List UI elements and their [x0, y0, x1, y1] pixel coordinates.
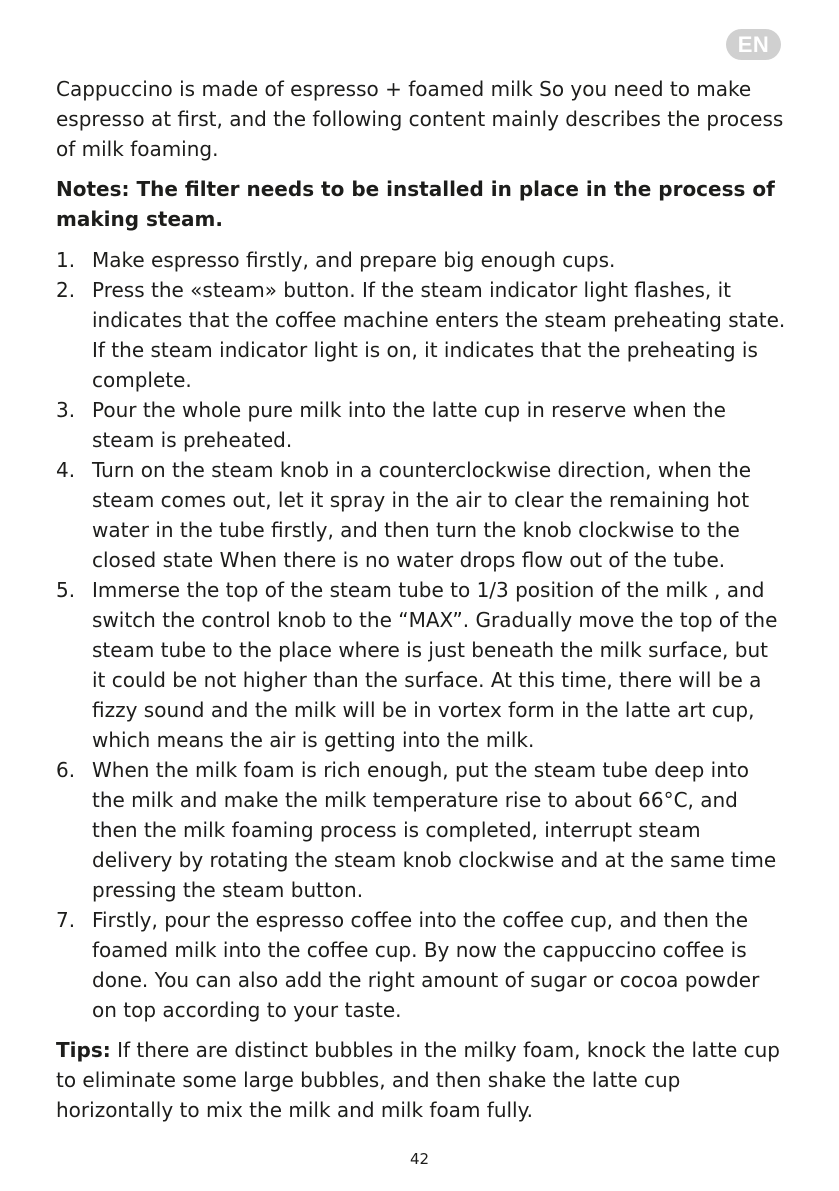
list-item: [56, 275, 786, 395]
page-number: 42: [409, 1150, 430, 1168]
step-number: 6.: [56, 758, 76, 782]
step-number: 4.: [56, 458, 76, 482]
list-item: [56, 245, 786, 275]
step-text: Pour the whole pure milk into the latte cup in reserve when the steam is preheated.: [92, 398, 726, 452]
step-number: 5.: [56, 578, 76, 602]
list-item: [56, 455, 786, 575]
document-body: [56, 74, 786, 1125]
intro-paragraph: Cappuccino is made of espresso + foamed milk So you need to make espresso at first, and the following content mainly describes the process of milk foaming.: [56, 77, 784, 161]
step-text: Press the «steam» button. If the steam indicator light flashes, it indicates that the coffee machine enters the steam preheating state. If the steam indicator light is on, it indicates that the preheating is complete.: [92, 278, 786, 392]
list-item: [56, 755, 786, 905]
list-item: [56, 905, 786, 1025]
language-badge: EN: [726, 29, 781, 60]
step-text: Immerse the top of the steam tube to 1/3 position of the milk , and switch the control knob to the “MAX”. Gradually move the top of the steam tube to the place where is just beneath the milk surface, but it could be not higher than the surface. At this time, there will be a fizzy sound and the milk will be in vortex form in the latte art cup, which means the air is getting into the milk.: [92, 578, 778, 752]
step-text: Make espresso firstly, and prepare big enough cups.: [92, 248, 616, 272]
steps-list: [56, 245, 786, 1025]
step-text: When the milk foam is rich enough, put the steam tube deep into the milk and make the milk temperature rise to about 66°C, and then the milk foaming process is completed, interrupt steam delivery by rotating the steam knob clockwise and at the same time pressing the steam button.: [92, 758, 777, 902]
list-item: [56, 395, 786, 455]
step-text: Turn on the steam knob in a counterclockwise direction, when the steam comes out, let it spray in the air to clear the remaining hot water in the tube firstly, and then turn the knob clockwise to the closed state When there is no water drops flow out of the tube.: [92, 458, 752, 572]
list-item: [56, 575, 786, 755]
step-text: Firstly, pour the espresso coffee into the coffee cup, and then the foamed milk into the coffee cup. By now the cappuccino coffee is done. You can also add the right amount of sugar or cocoa powder on top according to your taste.: [92, 908, 760, 1022]
step-number: 3.: [56, 398, 76, 422]
step-number: 1.: [56, 248, 76, 272]
tips-paragraph: [56, 1035, 786, 1125]
step-number: 2.: [56, 278, 76, 302]
notes-paragraph: Notes: The filter needs to be installed in place in the process of making steam.: [56, 177, 775, 231]
tips-label: Tips:: [56, 1038, 111, 1062]
step-number: 7.: [56, 908, 76, 932]
tips-text: If there are distinct bubbles in the milky foam, knock the latte cup to eliminate some large bubbles, and then shake the latte cup horizontally to mix the milk and milk foam fully.: [56, 1038, 780, 1122]
